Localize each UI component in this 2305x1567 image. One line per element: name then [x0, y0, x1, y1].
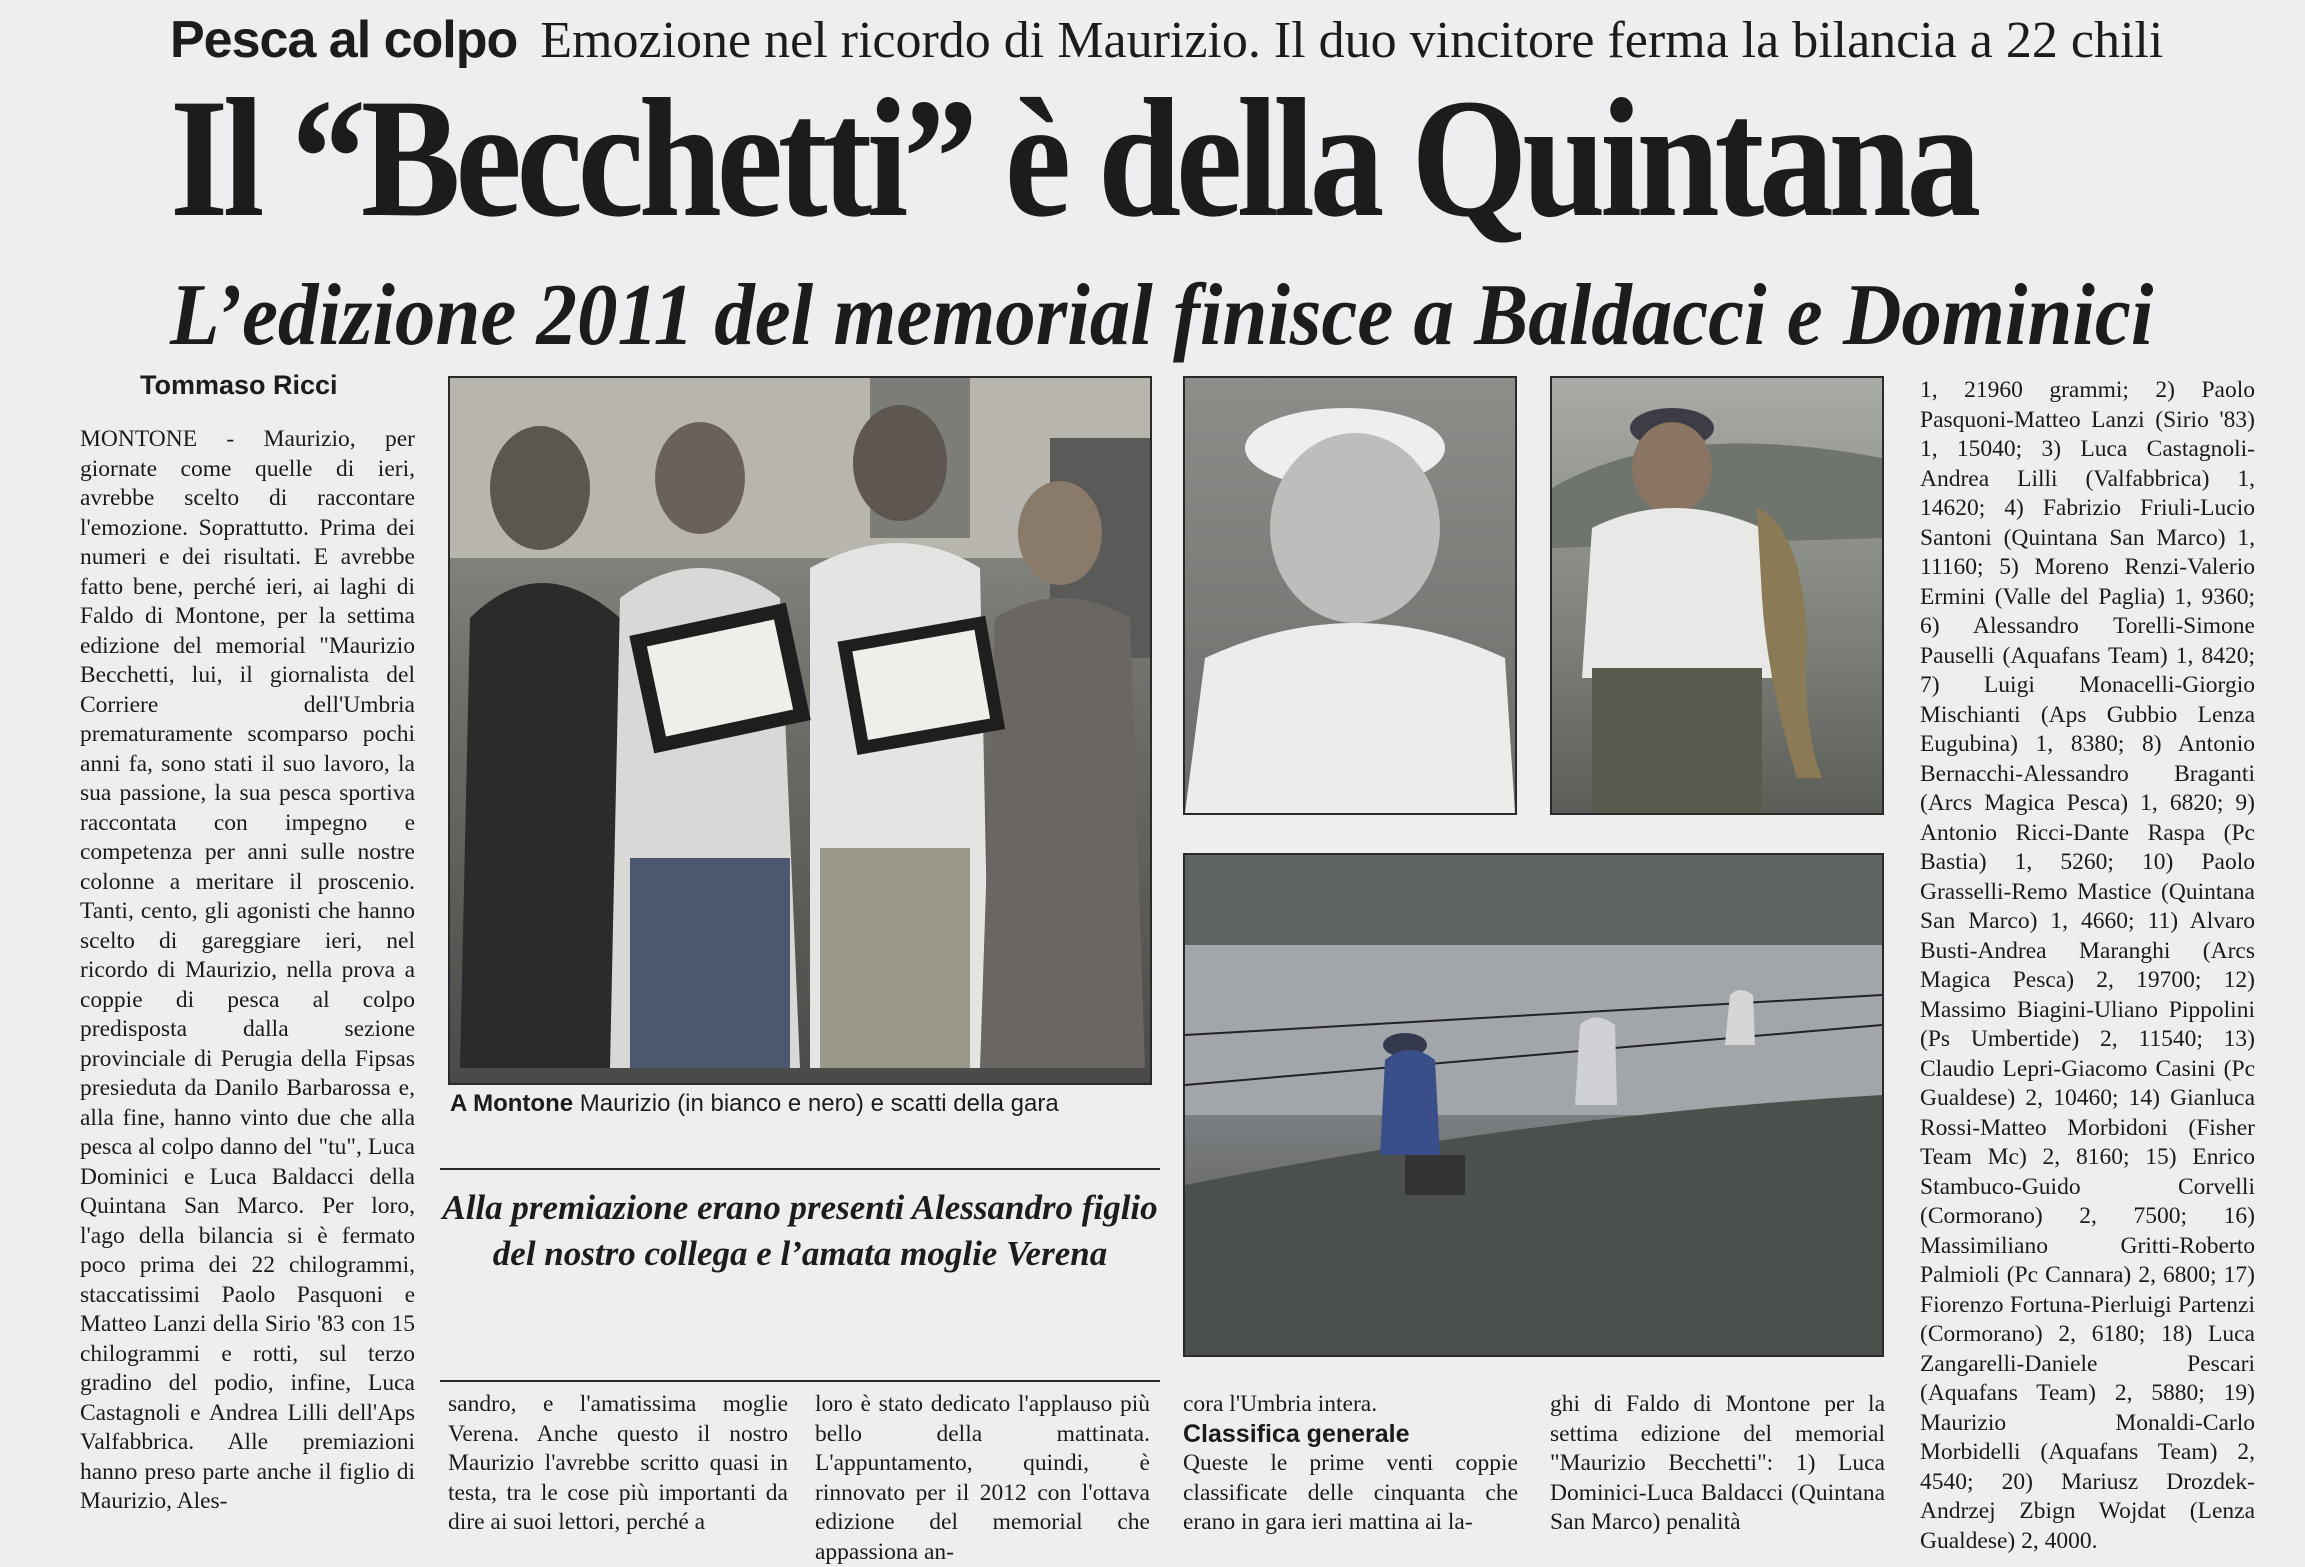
lake-competition-photo	[1183, 853, 1884, 1357]
award-photo	[448, 376, 1152, 1085]
kicker	[170, 10, 2163, 70]
standings-heading: Classifica generale	[1183, 1419, 1410, 1448]
caption-lead: A Montone	[450, 1090, 574, 1117]
fish-catch-photo	[1550, 376, 1884, 815]
article-column-2	[448, 1390, 788, 1538]
pull-quote: Alla premiazione erano presenti Alessandro figlio del nostro collega e l’amata moglie Verena	[442, 1188, 1158, 1273]
kicker-text: Emozione nel ricordo di Maurizio. Il duo vincitore ferma la bilancia a 22 chili	[540, 12, 2164, 69]
article-column-1	[80, 425, 415, 1517]
headline: Il “Becchetti” è della Quintana	[170, 64, 1976, 252]
column-4-intro: cora l'Umbria intera.	[1183, 1391, 1378, 1417]
portrait-photo	[1183, 376, 1517, 815]
portrait-photo-image	[1185, 378, 1515, 813]
fish-catch-photo-image	[1552, 378, 1882, 813]
standings-column	[1920, 376, 2255, 1556]
article-column-5	[1550, 1390, 1885, 1538]
article-column-3	[815, 1390, 1150, 1567]
column-5-text: ghi di Faldo di Montone per la settima edizione del memorial "Maurizio Becchetti": 1) Luca Dominici-Luca Baldacci (Quintana San Marco) penalità	[1550, 1391, 1885, 1535]
column-1-text: MONTONE - Maurizio, per giornate come quelle di ieri, avrebbe scelto di raccontare l'emozione. Soprattutto. Prima dei numeri e dei risultati. E avrebbe fatto bene, perché ieri, ai laghi di Faldo di Montone, per la settima edizione del memorial "Maurizio Becchetti, lui, il giornalista del Corriere dell'Umbria prematuramente scomparso pochi anni fa, sono stati il suo lavoro, la sua passione, la sua pesca sportiva raccontata con impegno e competenza per anni sulle nostre colonne a meritare il proscenio. Tanti, cento, gli agonisti che hanno scelto di gareggiare ieri, nel ricordo di Maurizio, nella prova a coppie di pesca al colpo predisposta dalla sezione provinciale di Perugia della Fipsas presieduta da Danilo Barbarossa e, alla fine, hanno vinto due che alla pesca al colpo danno del "tu", Luca Dominici e Luca Baldacci della Quintana San Marco. Per loro, l'ago della bilancia si è fermato poco prima dei 22 chilogrammi, staccatissimi Paolo Pasquoni e Matteo Lanzi della Sirio '83 con 15 chilogrammi e rotti, sul terzo gradino del podio, infine, Luca Castagnoli e Andrea Lilli dell'Aps Valfabbrica. Alle premiazioni hanno preso parte anche il figlio di Maurizio, Ales-	[80, 426, 415, 1514]
column-4-text: Queste le prime venti coppie classificate delle cinquanta che erano in gara ieri mattina ai la-	[1183, 1450, 1518, 1535]
article-column-4	[1183, 1390, 1518, 1538]
column-3-text: loro è stato dedicato l'applauso più bello della mattinata. L'appuntamento, quindi, è rinnovato per il 2012 con l'ottava edizione del memorial che appassiona an-	[815, 1391, 1150, 1565]
award-photo-image	[450, 378, 1150, 1083]
photo-caption	[450, 1090, 1059, 1118]
divider-bottom	[440, 1380, 1160, 1382]
subheadline: L’edizione 2011 del memorial finisce a Baldacci e Dominici	[170, 267, 2154, 364]
lake-competition-photo-image	[1185, 855, 1882, 1355]
byline: Tommaso Ricci	[140, 370, 338, 400]
kicker-lead: Pesca al colpo	[170, 11, 518, 69]
divider-top	[440, 1168, 1160, 1170]
caption-text: Maurizio (in bianco e nero) e scatti della gara	[579, 1090, 1059, 1117]
standings-list: 1, 21960 grammi; 2) Paolo Pasquoni-Matteo Lanzi (Sirio '83) 1, 15040; 3) Luca Castagnoli-Andrea Lilli (Valfabbrica) 1, 14620; 4) Fabrizio Friuli-Lucio Santoni (Quintana San Marco) 1, 11160; 5) Moreno Renzi-Valerio Ermini (Valle del Paglia) 1, 9360; 6) Alessandro Torelli-Simone Pauselli (Aquafans Team) 1, 8420; 7) Luigi Monacelli-Giorgio Mischianti (Aps Gubbio Lenza Eugubina) 1, 8380; 8) Antonio Bernacchi-Alessandro Braganti (Arcs Magica Pesca) 1, 6820; 9) Antonio Ricci-Dante Raspa (Pc Bastia) 1, 5260; 10) Paolo Grasselli-Remo Mastice (Quintana San Marco) 1, 4660; 11) Alvaro Busti-Andrea Maranghi (Arcs Magica Pesca) 2, 19700; 12) Massimo Biagini-Uliano Pippolini (Ps Umbertide) 2, 11540; 13) Claudio Lepri-Giacomo Casini (Pc Gualdese) 2, 10460; 14) Gianluca Rossi-Matteo Morbidoni (Fisher Team Mc) 2, 8160; 15) Enrico Stambuco-Guido Corvelli (Cormorano) 2, 7500; 16) Massimiliano Gritti-Roberto Palmioli (Pc Cannara) 2, 6800; 17) Fiorenzo Fortuna-Pierluigi Partenzi (Cormorano) 2, 6180; 18) Luca Zangarelli-Daniele Pescari (Aquafans Team) 2, 5880; 19) Maurizio Monaldi-Carlo Morbidelli (Aquafans Team) 2, 4540; 20) Mariusz Drozdek-Andrzej Zbign Wojdat (Lenza Gualdese) 2, 4000.	[1920, 377, 2255, 1554]
column-2-text: sandro, e l'amatissima moglie Verena. Anche questo il nostro Maurizio l'avrebbe scritto quasi in testa, tra le cose più importanti da dire ai suoi lettori, perché a	[448, 1391, 788, 1535]
